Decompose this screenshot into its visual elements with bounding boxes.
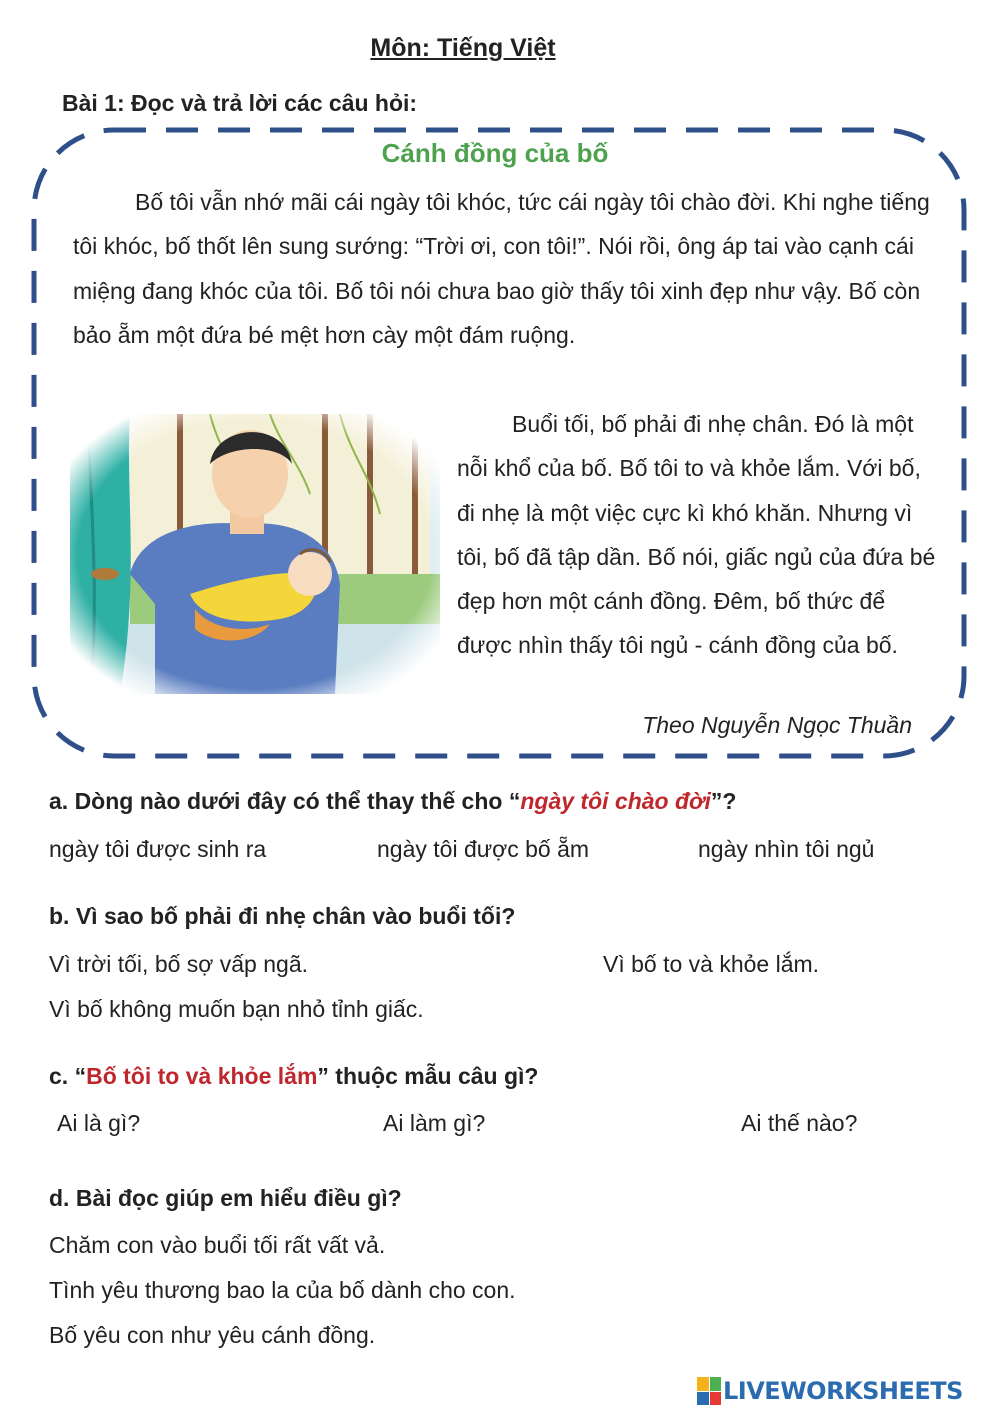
subject-title: Môn: Tiếng Việt	[370, 34, 556, 62]
liveworksheets-logo[interactable]	[697, 1375, 963, 1407]
question-a	[49, 788, 736, 815]
liveworksheets-logo-icon	[697, 1377, 721, 1405]
question-d: d. Bài đọc giúp em hiểu điều gì?	[49, 1185, 402, 1211]
option-b-3[interactable]: Vì bố không muốn bạn nhỏ tỉnh giấc.	[49, 996, 424, 1022]
option-a-1[interactable]: ngày tôi được sinh ra	[49, 836, 267, 862]
question-a-prefix: a. Dòng nào dưới đây có thể thay thế cho “	[49, 788, 521, 814]
question-a-suffix: ”?	[710, 788, 737, 814]
option-c-1[interactable]: Ai là gì?	[57, 1110, 141, 1136]
question-a-highlight: ngày tôi chào đời	[520, 788, 711, 814]
question-c	[49, 1063, 538, 1090]
option-a-2[interactable]: ngày tôi được bố ẵm	[377, 836, 590, 862]
story-title: Cánh đồng của bố	[381, 138, 609, 168]
option-b-1[interactable]: Vì trời tối, bố sợ vấp ngã.	[49, 951, 309, 977]
option-c-3[interactable]: Ai thế nào?	[741, 1110, 858, 1136]
logo-text: LIVEWORKSHEETS	[723, 1377, 963, 1405]
question-c-prefix: c. “	[49, 1063, 87, 1089]
option-d-1[interactable]: Chăm con vào buổi tối rất vất vả.	[49, 1232, 386, 1258]
question-b: b. Vì sao bố phải đi nhẹ chân vào buổi tối?	[49, 903, 516, 929]
option-d-3[interactable]: Bố yêu con như yêu cánh đồng.	[49, 1322, 376, 1348]
story-paragraph-1: Bố tôi vẫn nhớ mãi cái ngày tôi khóc, tức cái ngày tôi chào đời. Khi nghe tiếng tôi khóc, bố thốt lên sung sướng: “Trời ơi, con tôi!”. Nói rồi, ông áp tai vào cạnh cái miệng đang khóc của tôi. Bố tôi nói chưa bao giờ thấy tôi xinh đẹp như vậy. Bố còn bảo ẵm một đứa bé mệt hơn cày một đám ruộng.	[73, 189, 930, 348]
option-c-2[interactable]: Ai làm gì?	[383, 1110, 486, 1136]
father-holding-baby-illustration	[70, 414, 440, 694]
option-a-3[interactable]: ngày nhìn tôi ngủ	[698, 836, 875, 862]
exercise-heading: Bài 1: Đọc và trả lời các câu hỏi:	[62, 90, 418, 116]
option-b-2[interactable]: Vì bố to và khỏe lắm.	[603, 951, 820, 977]
story-paragraph-2: Buổi tối, bố phải đi nhẹ chân. Đó là một nỗi khổ của bố. Bố tôi to và khỏe lắm. Với bố, đi nhẹ là một việc cực kì khó khăn. Nhưng vì tôi, bố đã tập dần. Bố nói, giấc ngủ của đứa bé đẹp hơn một cánh đồng. Đêm, bố thức để được nhìn thấy tôi ngủ - cánh đồng của bố.	[457, 411, 936, 659]
question-c-highlight: Bố tôi to và khỏe lắm	[86, 1063, 318, 1089]
question-c-suffix: ” thuộc mẫu câu gì?	[317, 1063, 539, 1089]
option-d-2[interactable]: Tình yêu thương bao la của bố dành cho con.	[49, 1277, 516, 1303]
story-author: Theo Nguyễn Ngọc Thuần	[642, 712, 912, 738]
